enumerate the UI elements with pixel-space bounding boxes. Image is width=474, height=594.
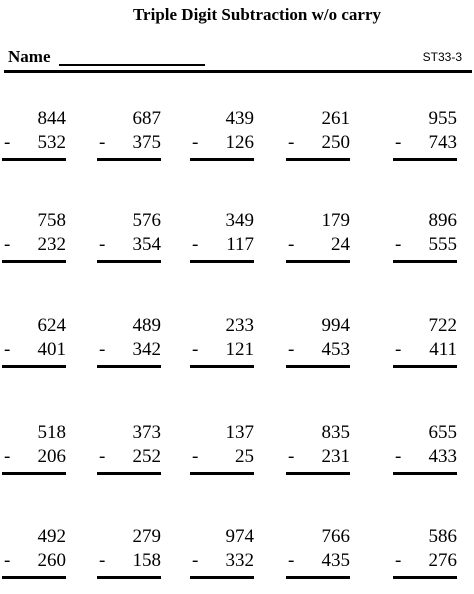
minuend: 758 (37, 210, 66, 231)
subtraction-problem (393, 108, 457, 164)
subtrahend: 743 (428, 132, 457, 153)
minus-sign: - (192, 132, 199, 153)
minus-sign: - (288, 132, 295, 153)
minus-sign: - (99, 446, 106, 467)
minus-sign: - (288, 339, 295, 360)
answer-line (190, 260, 254, 263)
subtrahend: 252 (132, 446, 161, 467)
subtraction-problem (2, 315, 66, 371)
answer-line (2, 472, 66, 475)
subtraction-problem (286, 108, 350, 164)
minuend: 492 (37, 526, 66, 547)
minus-sign: - (395, 339, 402, 360)
answer-line (190, 158, 254, 161)
subtraction-problem (2, 422, 66, 478)
subtrahend: 206 (37, 446, 66, 467)
minuend: 518 (37, 422, 66, 443)
subtraction-problem (190, 315, 254, 371)
minus-sign: - (4, 339, 11, 360)
answer-line (97, 260, 161, 263)
answer-line (286, 260, 350, 263)
subtrahend: 232 (37, 234, 66, 255)
subtraction-problem (393, 315, 457, 371)
minus-sign: - (192, 234, 199, 255)
minuend: 844 (37, 108, 66, 129)
minuend: 179 (321, 210, 350, 231)
minuend: 955 (428, 108, 457, 129)
subtraction-problem (97, 422, 161, 478)
subtraction-problem (190, 526, 254, 582)
minuend: 279 (132, 526, 161, 547)
minuend: 687 (132, 108, 161, 129)
answer-line (97, 472, 161, 475)
subtrahend: 342 (132, 339, 161, 360)
subtrahend: 121 (225, 339, 254, 360)
subtrahend: 433 (428, 446, 457, 467)
subtraction-problem (97, 315, 161, 371)
subtrahend: 532 (37, 132, 66, 153)
subtraction-problem (190, 210, 254, 266)
minus-sign: - (99, 234, 106, 255)
minus-sign: - (99, 550, 106, 571)
minuend: 489 (132, 315, 161, 336)
minuend: 624 (37, 315, 66, 336)
minuend: 137 (225, 422, 254, 443)
subtraction-problem (393, 210, 457, 266)
answer-line (393, 158, 457, 161)
answer-line (190, 365, 254, 368)
subtrahend: 332 (225, 550, 254, 571)
subtraction-problem (2, 526, 66, 582)
answer-line (2, 576, 66, 579)
minus-sign: - (4, 446, 11, 467)
subtrahend: 411 (429, 339, 457, 360)
answer-line (286, 576, 350, 579)
minus-sign: - (288, 446, 295, 467)
minuend: 722 (428, 315, 457, 336)
minuend: 655 (428, 422, 457, 443)
answer-line (190, 472, 254, 475)
answer-line (2, 158, 66, 161)
minus-sign: - (4, 132, 11, 153)
subtraction-problem (286, 422, 350, 478)
subtrahend: 354 (132, 234, 161, 255)
subtrahend: 375 (132, 132, 161, 153)
minus-sign: - (395, 550, 402, 571)
minuend: 576 (132, 210, 161, 231)
minuend: 994 (321, 315, 350, 336)
subtraction-problem (286, 315, 350, 371)
subtraction-problem (393, 526, 457, 582)
answer-line (286, 472, 350, 475)
subtrahend: 117 (226, 234, 254, 255)
subtrahend: 276 (428, 550, 457, 571)
minus-sign: - (4, 550, 11, 571)
subtraction-problem (190, 422, 254, 478)
subtrahend: 453 (321, 339, 350, 360)
subtrahend: 231 (321, 446, 350, 467)
subtraction-problem (393, 422, 457, 478)
subtraction-problem (97, 210, 161, 266)
minus-sign: - (99, 132, 106, 153)
subtraction-problem (190, 108, 254, 164)
minus-sign: - (395, 132, 402, 153)
minuend: 349 (225, 210, 254, 231)
worksheet-title: Triple Digit Subtraction w/o carry (132, 5, 382, 24)
subtraction-problem (286, 526, 350, 582)
answer-line (286, 365, 350, 368)
subtraction-problem (97, 108, 161, 164)
minuend: 974 (225, 526, 254, 547)
subtrahend: 24 (331, 234, 350, 255)
minuend: 896 (428, 210, 457, 231)
minus-sign: - (395, 446, 402, 467)
minus-sign: - (192, 339, 199, 360)
minuend: 835 (321, 422, 350, 443)
minus-sign: - (288, 550, 295, 571)
subtrahend: 126 (225, 132, 254, 153)
subtraction-problem (97, 526, 161, 582)
minus-sign: - (192, 550, 199, 571)
subtraction-problem (2, 210, 66, 266)
answer-line (97, 158, 161, 161)
subtrahend: 555 (428, 234, 457, 255)
subtrahend: 401 (37, 339, 66, 360)
minus-sign: - (99, 339, 106, 360)
answer-line (97, 365, 161, 368)
minus-sign: - (192, 446, 199, 467)
subtrahend: 435 (321, 550, 350, 571)
answer-line (393, 365, 457, 368)
minuend: 439 (225, 108, 254, 129)
answer-line (2, 260, 66, 263)
minus-sign: - (395, 234, 402, 255)
name-label: Name (8, 47, 51, 66)
answer-line (393, 260, 457, 263)
answer-line (286, 158, 350, 161)
minuend: 766 (321, 526, 350, 547)
subtrahend: 25 (235, 446, 254, 467)
minuend: 586 (428, 526, 457, 547)
minus-sign: - (288, 234, 295, 255)
answer-line (393, 472, 457, 475)
subtrahend: 158 (132, 550, 161, 571)
minuend: 233 (225, 315, 254, 336)
minus-sign: - (4, 234, 11, 255)
minuend: 261 (321, 108, 350, 129)
subtrahend: 250 (321, 132, 350, 153)
minuend: 373 (132, 422, 161, 443)
subtraction-problem (2, 108, 66, 164)
answer-line (2, 365, 66, 368)
subtrahend: 260 (37, 550, 66, 571)
subtraction-problem (286, 210, 350, 266)
answer-line (97, 576, 161, 579)
answer-line (190, 576, 254, 579)
sheet-code: ST33-3 (422, 50, 462, 64)
answer-line (393, 576, 457, 579)
